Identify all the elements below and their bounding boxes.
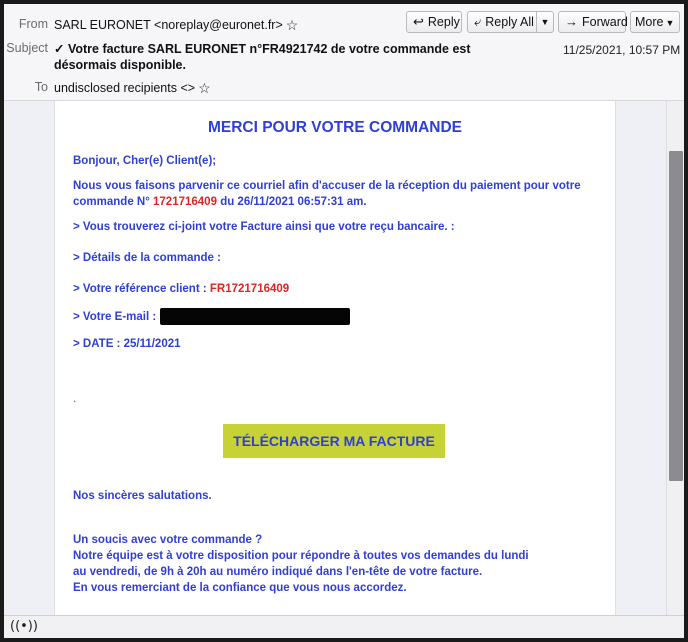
intro-date-text: du 26/11/2021 06:57:31 am. (220, 196, 367, 208)
thanks-line: En vous remerciant de la confiance que vous nous accordez. (73, 582, 407, 594)
to-label: To (34, 80, 48, 94)
email-content (54, 101, 616, 615)
intro-paragraph (73, 178, 583, 210)
reply-label: Reply (427, 15, 460, 29)
redacted-email-block (160, 308, 350, 325)
forward-button[interactable] (558, 11, 626, 33)
more-button[interactable] (630, 11, 680, 33)
from-address[interactable]: SARL EURONET <noreplay@euronet.fr> (54, 18, 283, 32)
problem-text: Notre équipe est à votre disposition pour répondre à toutes vos demandes du lundi au vendredi, de 9h à 20h au numéro indiqué dans l'en-tête de votre facture. (73, 550, 529, 578)
more-label: More (635, 15, 664, 29)
activity-icon[interactable]: ((•)) (10, 619, 38, 634)
mail-window (4, 4, 684, 638)
reply-icon: ↩ (413, 14, 424, 29)
download-invoice-button[interactable]: TÉLÉCHARGER MA FACTURE (223, 424, 445, 458)
invoice-line: > Vous trouverez ci-joint votre Facture ainsi que votre reçu bancaire. : (73, 221, 455, 233)
message-header (4, 4, 684, 101)
email-line (73, 308, 350, 325)
reply-all-label: Reply All (485, 15, 534, 29)
status-bar (4, 615, 684, 638)
order-number: 1721716409 (153, 196, 217, 208)
email-label: > Votre E-mail : (73, 311, 157, 323)
subject-value: ✓ Votre facture SARL EURONET n°FR4921742 de votre commande est désormais disponible. (54, 42, 471, 72)
to-address[interactable]: undisclosed recipients <> (54, 81, 196, 95)
message-date: 11/25/2021, 10:57 PM (563, 43, 681, 57)
scrollbar-thumb[interactable] (669, 151, 683, 481)
message-body-pane[interactable] (4, 101, 666, 615)
chevron-down-icon: ▼ (665, 18, 675, 28)
client-reference-label: > Votre référence client : (73, 283, 207, 295)
reply-button[interactable] (406, 11, 462, 33)
star-icon[interactable]: ☆ (198, 80, 211, 96)
details-line: > Détails de la commande : (73, 252, 221, 264)
reply-all-dropdown-chevron-down-icon[interactable]: ▼ (536, 12, 553, 32)
greeting: Bonjour, Cher(e) Client(e); (73, 155, 217, 167)
email-title: MERCI POUR VOTRE COMMANDE (207, 119, 463, 136)
closing-line: Nos sincères salutations. (73, 490, 212, 502)
problem-title: Un soucis avec votre commande ? (73, 534, 263, 546)
from-value[interactable] (54, 17, 298, 34)
vertical-scrollbar[interactable] (666, 101, 684, 615)
reply-all-icon: ⤶ (474, 14, 482, 29)
dot-separator: . (73, 393, 77, 405)
forward-label: Forward (582, 15, 628, 29)
intro-text: Nous vous faisons parvenir ce courriel afin d'accuser de la réception du paiement pour votre commande N° (73, 180, 581, 208)
subject-label: Subject (6, 41, 48, 55)
star-icon[interactable]: ☆ (285, 17, 299, 33)
client-reference-line (73, 281, 289, 297)
reply-all-button[interactable] (467, 11, 554, 33)
to-value[interactable] (54, 80, 211, 97)
client-reference-value: FR1721716409 (209, 283, 290, 295)
from-label: From (18, 17, 48, 31)
date-line: > DATE : 25/11/2021 (73, 338, 181, 350)
forward-icon: → (565, 14, 578, 29)
